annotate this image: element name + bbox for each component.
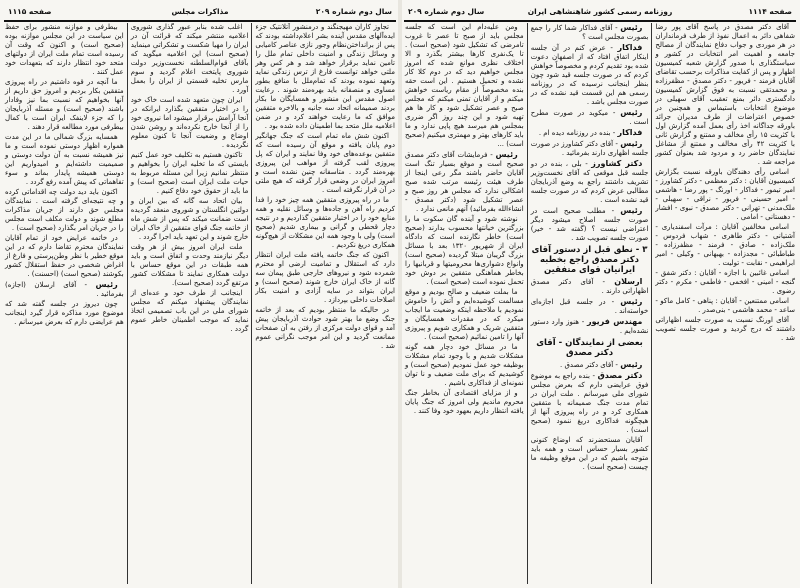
paragraph-text: تاکنون هستیم به تکلیف خود عمل کنیم بایستی که ما تخلیه ایران را بخواهیم و منتظر نمانیم زیرا این مسئله مربوط به حیات ملت ایران است (صحیح است) و ما باید از حقوق خود دفاع کنیم . — [130, 151, 249, 195]
paragraph — [255, 251, 395, 305]
paragraph-text: اسامی ممتنعین - آقایان : پناهی - کامل ماکو - ساعد - محمد هاشمی - بنی‌صدر . — [655, 297, 795, 314]
speaker-name: فداکار — [617, 43, 643, 52]
text-column — [402, 23, 527, 584]
paragraph — [531, 317, 649, 336]
paragraph — [531, 360, 649, 370]
paragraph-text: آقای دکتر مصدق در پاسخ آقای پور رضا شفاهی دائر به اعمال نفوذ از طرف فرمانداران در هر موردی و جواب دفاع نمایندگان از مصالح جامعه و اهمیت امر انتخابات در کشور و سیاستگذاری با صدور گزارش شعبه کمیسیون اظهار و پس از کفایت مذاکرات برحسب تقاضای آقایان فرمند - فریور - دکتر مصدق - مظفرزاده و محمدتقی نسبت به فوق گزارش کمیسیون دادگستری دائر بمنع تعقیب آقای سهیلی در موضوع انتخابات باستیماس و همچنین در خصوص اعتراضات از طرف مدیران جرائد باورقه جداگانه اخذ رأی بعمل آمده گزارش اول با کثریت ۱۵ رأی مخالف و ممتنع و گزارش ثانی با کثریت ۴۲ رأی مخالف و ممتنع از مشاغل نمایندگان حاضر رد و مردود شد بعنوان کشور مراجعه شد . — [655, 23, 795, 166]
paragraph — [131, 151, 249, 196]
paragraph — [531, 159, 649, 205]
speaker-name: رئیس — [495, 150, 518, 159]
paragraph-text: - مطلب صحیح است در صورت جلسه اصلاح میشود دیگر اعتراضی نیست ؟ (گفته شد - خیر) صورت جلسه تصویب شد . — [530, 207, 649, 242]
paragraph — [655, 297, 795, 315]
speaker-name: رئیس — [620, 360, 643, 369]
paragraph — [531, 128, 649, 138]
paragraph-text: همسایه بزرگ شمالی ما در این مدت همواره اظهار دوستی نموده است و ما نیز همیشه نسبت به آن دولت دوستی و صمیمیت داشته‌ایم و امیدواریم این دوستی همیشه پایدار بماند و سوء تفاهماتی که پیش آمده رفع گردد . — [5, 133, 124, 186]
speaker-name: رئیس — [95, 280, 118, 289]
paragraph — [255, 196, 395, 250]
paragraph — [655, 316, 795, 343]
header-title: مذاکرات مجلس — [171, 7, 229, 16]
paragraph — [5, 300, 124, 327]
speaker-name: رئیس — [620, 23, 643, 32]
paragraph-text: - آقای دکتر مصدق اظهاراتی دارند . — [530, 278, 649, 295]
header-right: صفحه ۱۱۱۴ — [748, 7, 792, 16]
paragraph — [405, 150, 524, 214]
paragraph — [531, 371, 649, 435]
paragraph — [5, 280, 124, 299]
paragraph-text: اغلب شده بنابر عبور گذاری شوروی اعلامیه منتشر میکند که قرائت آن در ایران را مهیا شکست و تشکراتی مینماید (صحیح است) این اعلامیه میگوید که بآقای قوام‌السلطنه نخست‌وزیر دولت شوروی پایتخت اعلام گردید و سوم مارس تخلیه قسمتی از ایران را بعمل آورد . — [130, 23, 249, 94]
paragraph — [131, 23, 249, 95]
paragraph-text: بیان اتحاد سه گانه که بین ایران و دولتین انگلستان و شوروی منعقد گردیده است ضمانت میکند که پس از شش ماه از خاتمه جنگ قوای متفقین از خاک ایران خارج شوند و این تعهد باید اجرا گردد . — [130, 197, 249, 241]
paragraph — [405, 389, 524, 416]
paragraph — [531, 139, 649, 158]
paragraph — [255, 306, 395, 351]
paragraph-text: و از مزایای اقتصادی آن بخاطر جنگ محروم ماندیم ولی امروز که جنگ پایان یافته انتظار داریم بعهود خود وفا کنند . — [405, 389, 524, 415]
paragraph-text: تجاوز کاران مهیجنگند و درمنشور آتلانتیک جزء ایده‌آلهای مقدس آینده بشر اعلام‌داشته بودند که پس از برانداختن‌نظام وجور نازی عناصر کامیابی و وسائل زندگی و امنیت داخلی تمام ملل را تامین نماید برقرار خواهد شد و هر کس وهر ملتی خواهد توانست فارغ از ترس زندگی نماید وتعهد نموده بودند که تمام‌ملل با منافع بطور مساوی و منصفانه باید بهره‌مند شوند . رعایت اصول مقدس این منشور و همسایگان ما بکار بردند صمیمانه اتحاد سه جانبه و بالاخره متفقین موافق که ما رعایت خواهند کرد و در ضمن اعلامیه ملل متحد بما اطمینان داده شده بود . — [255, 23, 395, 130]
paragraph — [5, 133, 124, 187]
columns — [402, 23, 798, 584]
page-right — [400, 0, 800, 588]
paragraph-text: ومن علیه‌دام این است که جلسه مجلس باید از صبح تا عصر تا غروب تامرضی که تشکیل شود (صحیح است) . تا یک‌نفری کارها بیشتر بگذرد و الا اختلاف نظری موانع شده که امروز مجلس خواهیم دید که در دوم کلا کار نشده و تحمیل هستیم . این است حقه بنده مخصوصاً از مقام ریاست خواهش میکنم و از آقایان تمنی میکنم که مجلس صبح و عصر تشکیل شود و کار ها هم تهیه شود و این چند روز اگر ضرری بمجلس هم میرسد هیچ پاپی ندارد و ما باید کارهای بهتر و مهمتری میکنیم (صحیح است) ... — [405, 23, 524, 148]
paragraph-text: - بلی ، بنده در دو جلسه قبل موقعی که آقای نخست‌وزیر تشریف داشتند راجع به وضع آذربایجان مطالبی عرض کردم که در صورت جلسه قید نشده است . — [530, 160, 649, 204]
paragraph — [531, 108, 649, 127]
paragraph-text: اینجانب از طرف خود و عده‌ای از نمایندگان پیشنهاد میکنم که مجلس شورای ملی در این باب تصمیمی اتخاذ نماید که موجب اطمینان خاطر عموم گردد . — [130, 289, 249, 333]
text-column — [651, 23, 798, 584]
paragraph-text: اکنون که جنگ خاتمه یافته ملت ایران انتظار دارد که استقلال و تمامیت ارضی او محترم شمرده شود و نیروهای خارجی طبق پیمان سه گانه از خاک ایران خارج شوند (صحیح است) و ایران بتواند در سایه آزادی و امنیت بکار اصلاحات داخلی بپردازد . — [255, 251, 395, 304]
paragraph — [531, 206, 649, 243]
paragraph — [5, 234, 124, 279]
paragraph — [255, 23, 395, 131]
paragraph-text: اسامی مخالفین آقایان : مرآت اسفندیاری - آشتیانی - دکتر طاهری - شهاب فردوس - ملک‌زاده - صادق - فرمند - مظفرزاده - طباطبائی - مجدزاده - بهبهانی - وکیلی - امیر ابراهیمی - نقابت - تولیت . — [655, 223, 795, 267]
speaker-name: رئیس — [620, 297, 643, 306]
paragraph-text: اسامی رأی دهندگان باورقه نسبت بگزارش کمیسیون آقایان : دکتر معظمی - دکتر کشاورز - امیر تیمور - فداکار - اورنگ - پور رضا - هاشمی - امیر حسینی - فریور - نراقی - سهیلی - ملک‌مدنی - تهرانی - دکتر مصدق - نبوی - افشار - دهستانی - امامی . — [655, 168, 795, 221]
paragraph-text: آقای اورنگ نسبت به صورت جلسه اظهاراتی داشتند که درج گردید و صورت جلسه تصویب شد . — [655, 316, 795, 342]
paragraph-text: - در جلسه قبل اجازه‌ای خواسته‌اند . — [530, 298, 649, 315]
speaker-name: مهندس فریور — [587, 317, 643, 326]
paragraph-text: - هنوز وارد دستور نشده‌ایم . — [530, 318, 649, 335]
text-column — [527, 23, 652, 584]
header-left: صفحه ۱۱۱۵ — [8, 7, 52, 16]
section-heading: بعضی از نمایندگان - آقای دکتر مصدق — [536, 338, 643, 358]
speaker-name: رئیس — [620, 206, 643, 215]
paragraph-text: - عرض کنم در آن جلسه اینکار اتفاق افتاد که از اصفهان دعوت شده بود تقدیم کردم و مخصوصاً خواهش کردم که در صورت جلسه قید شود چون بنظر اینجانب نرسیده که در روزنامه رسمی هم این قسمت قید نشده که در صورت مجلس باشد . — [530, 44, 649, 106]
paragraph — [531, 23, 649, 42]
paragraph — [655, 23, 795, 167]
paragraph-text: آقایان مستحضرند که اوضاع کنونی کشور بسیار حساس است و همه باید متوجه باشیم که در این موقع وظیفه ما چیست (صحیح است) . — [530, 436, 649, 471]
paragraph — [655, 223, 795, 268]
header-right: سال دوم شماره ۲۰۹ — [315, 7, 392, 16]
text-column — [2, 23, 127, 584]
paragraph-text: ما بملت ضعیف و صالح بودیم و موقع مسالمت کوشیده‌ایم و آتش را خاموش نمودیم با ملاحظه اینکه وضعیت ما ایجاب میکرد که در مقدرات همسایگان و متفقین شریک و همکاری شویم و پیروزی آنها را تامین نمائیم (صحیح است) . — [405, 288, 524, 341]
paragraph — [5, 188, 124, 233]
paragraph — [531, 43, 649, 107]
paragraph — [5, 23, 124, 77]
paragraph-text: ایران چون متعهد شده است خاک خود را در اختیار متفقین بگذارد ایرانکه در آنجا آرامش برقرار میشود اما نیروی خود را از آنجا خارج نکرده‌اند و روشن شدن اوضاع و وضعیت آنجا تا کنون معلوم نگردیده . — [130, 96, 249, 149]
paragraph — [131, 197, 249, 242]
paragraph — [405, 215, 524, 287]
paragraph-text: ملت ایران امروز بیش از هر وقت دیگر نیازمند وحدت و اتفاق است و باید همه طبقات در این موقع حساس با دولت همکاری نمایند تا مشکلات کشور مرتفع گردد (صحیح است). — [130, 243, 249, 287]
paragraph-text: - آقای دکتر کشاورز در صورت جلسه اظهاری دارند بفرمائید . — [530, 140, 649, 157]
page-header — [404, 4, 796, 22]
speaker-name: دکتر مصدق — [597, 371, 643, 380]
paragraph — [531, 277, 649, 296]
paragraph — [131, 243, 249, 288]
header-title: روزنامه رسمی کشور شاهنشاهی ایران — [527, 7, 673, 16]
paragraph-text: در خاتمه عرایض خود از تمام آقایان نمایندگان محترم تقاضا دارم که در این موقع خطیر با نظر وطن‌پرستی و فارغ از اغراض شخصی در حفظ استقلال کشور بکوشند (صحیح است) (احسنت) . — [5, 234, 124, 278]
paragraph-text: در حالیکه ما منتظر بودیم که بعد از خاتمه جنگ وضع ما بهتر شود حوادث آذربایجان پیش آمد و قوای دولت مرکزی از رفتن به آن صفحات ممانعت گردید و این امر موجب نگرانی عموم شد . — [255, 306, 395, 350]
paragraph-text: - آقای دکتر مصدق . — [560, 361, 618, 369]
paragraph — [531, 436, 649, 472]
paragraph-text: اکنون باید دید دولت چه اقداماتی کرده و چه نتیجه‌ای گرفته است . نمایندگان مجلس حق دارند از جریان مذاکرات مطلع شوند و دولت مکلف است مجلس را در جریان امر بگذارد (صحیح است) . — [5, 188, 124, 232]
paragraph-text: - آقای ارسلان (اجازه) بفرمائید . — [5, 281, 124, 298]
paragraph-text: ما در مسائل خود دچار همه گونه مشکلات شدیم و با وجود تمام مشکلات بوظیفه خود عمل نمودیم (صحیح است) و کوشیدیم که برای ملت ضعیف و نا توان نمونه‌ای از فداکاری باشیم . — [405, 343, 524, 387]
paragraph-text: ما آنچه در قوه داشتیم در راه پیروزی متفقین بکار بردیم و امروز حق داریم از آنها بخواهیم که نسبت بما نیز وفادار باشند (صحیح است) و مسئله آذربایجان را که جزء لاینفک ایران است با کمال بیطرفی مورد مطالعه قرار دهند . — [5, 78, 124, 131]
speaker-name: ارسلان — [614, 277, 643, 286]
paragraph-text: - آقای فداکار شما کار را جمع بصورت مجلس است ؟ — [530, 24, 649, 41]
paragraph-text: نوشته شود و آینده گان سکوت ما را بزرگترین خیانتها محسوب بدارند (صحیح است) خاطر نگارنده است که دادگاه ایران از شهریور ۱۳۲۰ بعد با مسائل بزرگ گریبان مبتلا گردیده (صحیح است) وانواع دشواری‌ها محرومیتها و قربانیها را بخاطر هماهنگی متفقین بر دوش خود تحمل نموده است (صحیح است) . — [405, 215, 524, 286]
paragraph-text: چون دیروز در جلسه گفته شد که موضوع مورد مذاکره قرار گیرد اینجانب هم عرایضی دارم که بعرض میرسانم . — [5, 300, 124, 326]
paragraph — [5, 78, 124, 132]
text-column — [251, 23, 398, 584]
speaker-name: دکتر کشاورز — [591, 159, 643, 168]
paragraph — [255, 132, 395, 195]
paragraph-text: اسامی غائبین با اجازه - آقایان : دکتر شفق - گنجه - امینی - افخمی - فاطمی - مکرم - دکتر رضوی . — [655, 269, 795, 295]
paragraph — [531, 297, 649, 316]
paragraph-text: اکنون شش ماه تمام است که جنگ جهانگیر دوم پایان یافته و موقع آن رسیده است که متفقین بوعده‌های خود وفا نمایند و ایران که پل پیروزی لقب گرفته از مواهب این پیروزی بهره‌مند گردد . متاسفانه چنین نشده است و امروز ایران در وضعی قرار گرفته که هیچ ملتی در آن قرار نگرفته است . — [255, 132, 395, 194]
paragraph-text: - بنده در روزنامه دیده ام . — [538, 129, 616, 137]
paragraph — [655, 168, 795, 222]
page-header — [4, 4, 396, 22]
paragraph-text: - فرمایشات آقای دکتر مصدق صحیح است و موقع بسیار تنگ است آقایان حاضر باشند مگر رعی اینجا از طرف هیئت رئیسه مرتب شده صبح اشکالی ندارد که مجلس هر روز صبح و عصر تشکیل شود (دکتر مصدق - انشاءالله بفرمائید) آنهم مانعی ندارد . — [405, 151, 524, 213]
header-left: سال دوم شماره ۲۰۹ — [408, 7, 485, 16]
paragraph-text: ما در راه پیروزی متفقین همه چیز خود را فدا کردیم راه آهن و جاده‌ها و وسائل نقلیه و همه منابع خود را در اختیار متفقین گذاردیم و در نتیجه دچار قحطی و گرانی و بیماری شدیم (صحیح است) ولی با وجود همه این مشکلات از هیچ‌گونه همکاری دریغ نکردیم . — [255, 196, 395, 249]
speaker-name: فداکار — [617, 128, 643, 137]
speaker-name: رئیس — [620, 139, 643, 148]
text-column — [127, 23, 252, 584]
speaker-name: رئیس — [620, 108, 643, 117]
paragraph — [131, 96, 249, 150]
paragraph — [655, 269, 795, 296]
paragraph — [131, 289, 249, 334]
paragraph — [405, 343, 524, 388]
paragraph-text: - بنده راجع به موضوع فوق عرایضی دارم که بعرض مجلس شورای ملی میرسانم . ملت ایران در تمام مدت جنگ صمیمانه با متفقین همکاری کرد و در راه پیروزی آنها از هیچگونه فداکاری دریغ ننمود (صحیح است) . — [530, 372, 649, 434]
paragraph-text: بیطرفی و موازنه منشور برای حفظ این سیاست در این مجلس موازنه بوده (صحیح است) و اکنون که وقت آن رسیده است تمام ملت ایران از دولتهای متحد خود انتظار دارند که بتعهدات خود عمل کنند . — [5, 23, 124, 76]
paragraph-text: - میکوید در صورت مطرح است . — [530, 109, 649, 126]
columns — [2, 23, 398, 584]
section-heading: ۳ - نطق قبل از دستور آقای دکتر مصدق راجع بخطبه ایرانیان قوای متفقین — [531, 245, 648, 275]
paragraph — [405, 288, 524, 342]
paragraph — [405, 23, 524, 149]
